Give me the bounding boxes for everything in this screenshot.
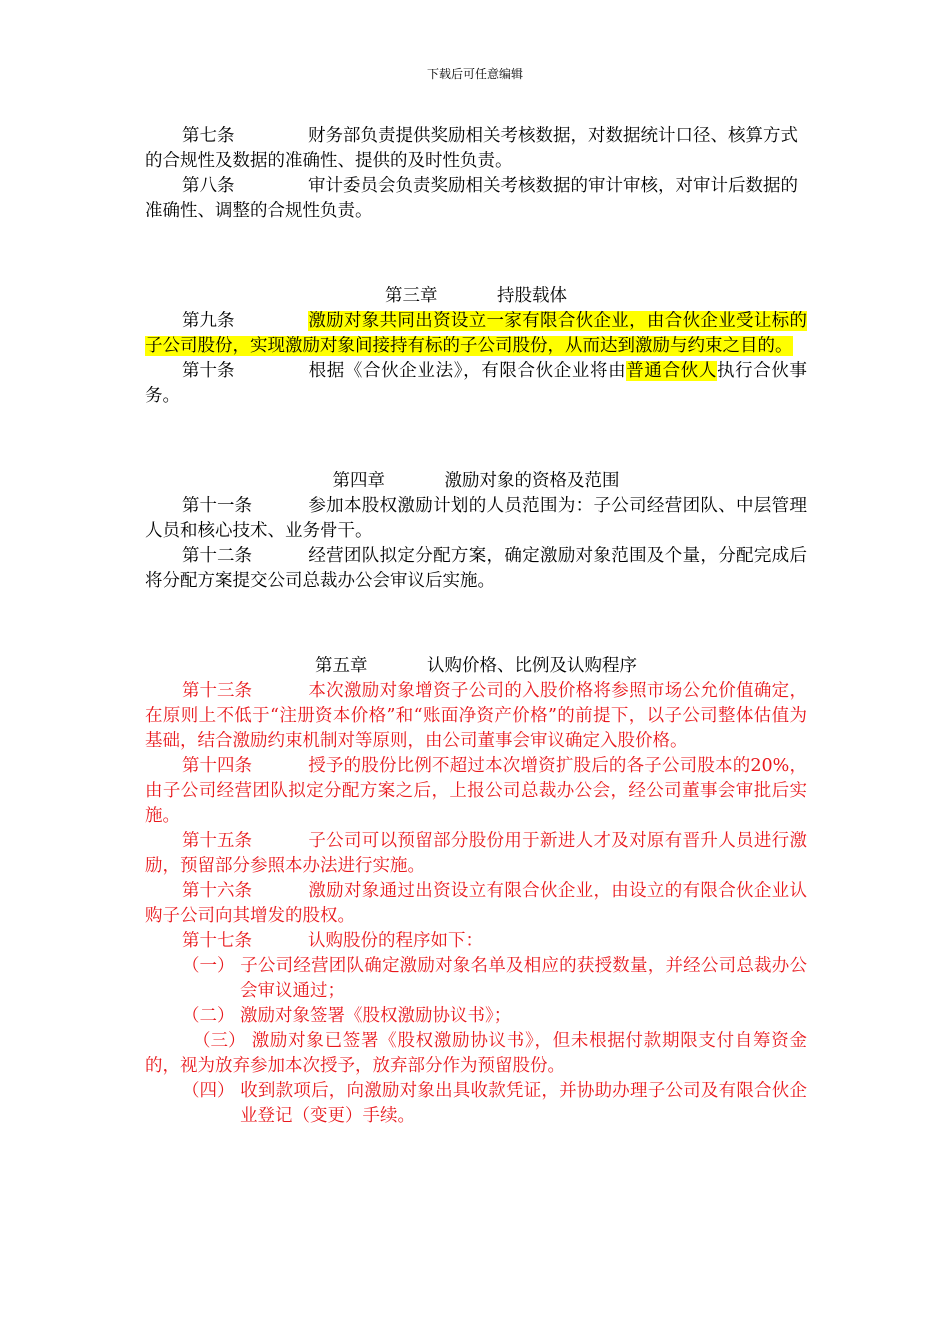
article-text: 认购股份的程序如下：	[308, 931, 483, 951]
article-number: 第十三条	[182, 681, 252, 701]
article-8	[145, 174, 807, 199]
article-17	[145, 929, 807, 954]
article-8-continuation: 准确性、调整的合规性负责。	[145, 201, 373, 221]
article-7	[145, 124, 807, 149]
article-number: 第十四条	[182, 756, 252, 776]
article-11	[145, 494, 807, 544]
page-header: 下载后可任意编辑	[426, 67, 523, 81]
article-text: 授予的股份比例不超过本次增资扩股后的各子公司股本的20%，由子公司经营团队拟定分配方案之后，上报公司总裁办公会，经公司董事会审批后实施。	[145, 756, 807, 826]
article-number: 第十二条	[182, 546, 252, 566]
chapter-title: 认购价格、比例及认购程序	[427, 656, 637, 676]
chapter-5-heading	[145, 654, 807, 679]
article-text: 参加本股权激励计划的人员范围为：子公司经营团队、中层管理人员和核心技术、业务骨干。	[145, 496, 807, 541]
chapter-3-heading	[145, 284, 807, 309]
chapter-number: 第五章	[315, 656, 368, 676]
item-text: 子公司经营团队确定激励对象名单及相应的获授数量，并经公司总裁办公会审议通过；	[240, 956, 807, 1001]
article-text: 子公司可以预留部分股份用于新进人才及对原有晋升人员进行激励，预留部分参照本办法进行实施。	[145, 831, 807, 876]
article-9	[145, 309, 807, 359]
item-number: （二）	[182, 1006, 235, 1026]
chapter-number: 第三章	[385, 286, 438, 306]
item-text: 激励对象已签署《股权激励协议书》，但未根据付款期限支付自筹资金的，视为放弃参加本次授予，放弃部分作为预留股份。	[145, 1031, 807, 1076]
article-number: 第八条	[182, 176, 235, 196]
item-number: （四）	[182, 1081, 235, 1101]
article-number: 第七条	[182, 126, 235, 146]
chapter-title: 持股载体	[497, 286, 567, 306]
article-text: 财务部负责提供奖励相关考核数据，对数据统计口径、核算方式	[308, 126, 798, 146]
item-number: （一）	[182, 956, 235, 976]
article-number: 第十六条	[182, 881, 252, 901]
article-text: 本次激励对象增资子公司的入股价格将参照市场公允价值确定，在原则上不低于“注册资本价格”和“账面净资产价格”的前提下，以子公司整体估值为基础，结合激励约束机制对等原则，由公司董事会审议确定入股价格。	[145, 681, 807, 751]
article-number: 第十一条	[182, 496, 252, 516]
item-text: 激励对象签署《股权激励协议书》；	[240, 1006, 512, 1026]
procedure-item-2	[145, 1004, 807, 1029]
highlighted-text: 普通合伙人	[626, 361, 717, 381]
chapter-title: 激励对象的资格及范围	[444, 471, 620, 491]
article-13	[145, 679, 807, 754]
article-10	[145, 359, 807, 409]
spacer	[145, 409, 807, 469]
article-text: 审计委员会负责奖励相关考核数据的审计审核，对审计后数据的	[308, 176, 798, 196]
article-number: 第九条	[182, 311, 235, 331]
spacer	[145, 594, 807, 654]
procedure-item-3	[145, 1029, 807, 1079]
article-text: 激励对象通过出资设立有限合伙企业，由设立的有限合伙企业认购子公司向其增发的股权。	[145, 881, 807, 926]
chapter-number: 第四章	[332, 471, 385, 491]
article-number: 第十五条	[182, 831, 252, 851]
article-number: 第十七条	[182, 931, 252, 951]
article-text: 经营团队拟定分配方案，确定激励对象范围及个量，分配完成后将分配方案提交公司总裁办公会审议后实施。	[145, 546, 807, 591]
article-14	[145, 754, 807, 829]
document-body	[145, 124, 807, 1129]
highlighted-text: 激励对象共同出资设立一家有限合伙企业，由合伙企业受让标的子公司股份，实现激励对象间接持有标的子公司股份，从而达到激励与约束之目的。	[145, 311, 807, 356]
article-number: 第十条	[182, 361, 235, 381]
procedure-item-1	[145, 954, 807, 1004]
article-7-continuation: 的合规性及数据的准确性、提供的及时性负责。	[145, 151, 513, 171]
spacer	[145, 224, 807, 284]
item-text: 收到款项后，向激励对象出具收款凭证，并协助办理子公司及有限合伙企业登记（变更）手续。	[240, 1081, 807, 1126]
article-16	[145, 879, 807, 929]
procedure-item-4	[145, 1079, 807, 1129]
chapter-4-heading	[145, 469, 807, 494]
article-12	[145, 544, 807, 594]
item-number: （三）	[193, 1031, 246, 1051]
article-text: 根据《合伙企业法》，有限合伙企业将由	[308, 361, 627, 381]
article-15	[145, 829, 807, 879]
article-text: 执行合伙事务。	[145, 361, 808, 406]
